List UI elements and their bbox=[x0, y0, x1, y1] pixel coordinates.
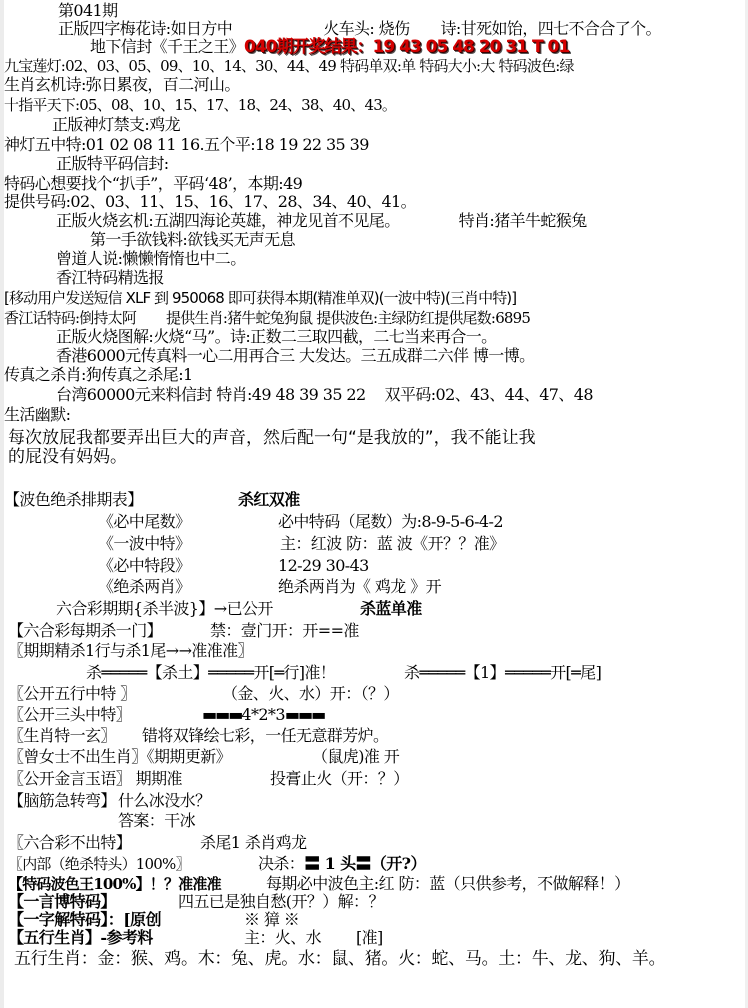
size-label: 特码大小: bbox=[419, 57, 481, 75]
not-special-value: 杀尾1 杀肖鸡龙 bbox=[200, 833, 307, 852]
poem-label: 诗: bbox=[440, 19, 461, 38]
odd-even-label: 特码单双: bbox=[340, 57, 402, 75]
humor-label: 生活幽默: bbox=[4, 405, 71, 424]
joke-line-2: 的屁没有妈妈。 bbox=[8, 447, 127, 467]
five-zodiac-value: 主：火、水 bbox=[244, 928, 322, 947]
kill-door-label: 【六合彩每期杀一门】 bbox=[8, 621, 163, 640]
provide-color-label: 提供波色: bbox=[316, 309, 378, 327]
fax-kill-zodiac-value: 狗 bbox=[85, 365, 102, 384]
row-value-2: 主：红波 防：蓝 波《开？？准》 bbox=[280, 534, 505, 553]
riddle-answer-line bbox=[118, 812, 195, 830]
five-element-label: 〖公开五行中特 〗 bbox=[8, 684, 136, 703]
shendeng-forbid-line bbox=[52, 116, 180, 134]
kill-door-value: 禁：壹门开：开==准 bbox=[210, 621, 359, 640]
internal-value: 〓 1 头〓（开?） bbox=[304, 854, 426, 873]
sms-promo-line: [移动用户发送短信 XLF 到 950068 即可获得本期(精准单双)(一波中特)(三肖中特)] bbox=[4, 289, 517, 307]
wave-kill-verdict: 杀红双准 bbox=[238, 490, 300, 509]
half-wave-label: 六合彩期期{杀半波}】→已公开 bbox=[56, 599, 273, 618]
fire-diagram-poem: 正数二三取四截，二七当来再合一。 bbox=[250, 327, 497, 346]
fire-mystery-value: 五湖四海论英雄，神龙见首不见尾。 bbox=[153, 211, 400, 230]
fire-mystery-label: 正版火烧玄机: bbox=[56, 211, 154, 230]
xiangjiang-talk-value: 倒持太阿 bbox=[79, 309, 137, 327]
plum-poem-value: 如日方中 bbox=[170, 19, 233, 38]
plum-poem-label: 正版四字梅花诗: bbox=[58, 19, 171, 38]
zeng-daoren-line bbox=[56, 250, 246, 268]
xiangjiang-talk-label: 香江话特码: bbox=[4, 309, 80, 327]
fire-diagram-poem-label: 诗: bbox=[229, 327, 251, 346]
golden-words-value: 投膏止火（开：？） bbox=[270, 769, 409, 788]
fire-zodiac-value: 猪羊牛蛇猴兔 bbox=[494, 211, 587, 230]
row-label-4: 《绝杀两肖》 bbox=[98, 577, 191, 596]
provide-numbers-line bbox=[4, 193, 416, 211]
xiangjiang-talk-line bbox=[4, 309, 530, 327]
train-head-label: 火车头: bbox=[323, 19, 375, 38]
provide-tail-value: 6895 bbox=[495, 309, 531, 327]
poem-value: 甘死如饴，四七不合合了个。 bbox=[460, 19, 661, 38]
one-char-label: 【一字解特码】：[原创 bbox=[8, 910, 161, 929]
riddle-answer: 干冰 bbox=[164, 811, 196, 830]
color-value: 绿 bbox=[559, 57, 574, 75]
zodiac-poem-value: 弥日累夜，百二河山。 bbox=[85, 75, 240, 94]
ms-zeng-value: （鼠虎)准 开 bbox=[312, 747, 400, 766]
fax-kill-tail-value: 1 bbox=[183, 365, 193, 384]
provide-numbers-value: 02、03、11、15、16、17、28、34、40、41。 bbox=[70, 192, 417, 211]
fire-zodiac-label: 特肖: bbox=[458, 211, 495, 230]
zeng-daoren-value: 懒懒惰惰也中二。 bbox=[122, 249, 246, 268]
wave-king-label: 【特码波色王100%】！？准准准 bbox=[8, 875, 221, 893]
row-label-2: 《一波中特》 bbox=[98, 534, 191, 553]
zodiac-mystery-label: 〖生肖特一玄〗 bbox=[8, 726, 116, 745]
jiubao-numbers: 02、03、05、09、10、14、30、44、49 bbox=[65, 57, 337, 75]
shendeng-forbid-value: 鸡龙 bbox=[149, 115, 181, 134]
fax-kill-tail-label: 传真之杀尾: bbox=[101, 365, 183, 384]
taiwan-envelope-label: 台湾60000元来料信封 bbox=[56, 385, 212, 404]
row-label-3: 《必中特段》 bbox=[98, 556, 191, 575]
internal-line bbox=[258, 855, 426, 873]
provide-zodiac-value: 猪牛蛇兔狗鼠 bbox=[227, 309, 313, 327]
five-element-value: （金、火、水）开：（？） bbox=[222, 684, 399, 703]
double-ping-label: 双平码: bbox=[384, 385, 436, 404]
provide-tail-label: 提供尾数: bbox=[434, 309, 496, 327]
internal-kill-label: 决杀： bbox=[258, 854, 305, 873]
first-hand-line bbox=[90, 231, 295, 249]
not-special-label: 〖六合彩不出特】 bbox=[8, 833, 132, 852]
row-value-1: 必中特码（尾数）为:8-9-5-6-4-2 bbox=[278, 512, 503, 531]
fax-kill-zodiac-label: 传真之杀肖: bbox=[4, 365, 86, 384]
five-ping-value: 18 19 22 35 39 bbox=[255, 135, 369, 154]
five-zodiac-status: [准] bbox=[356, 928, 383, 947]
three-head-label: 〖公开三头中特〗 bbox=[8, 705, 132, 724]
taiwan-zodiac-label: 特肖: bbox=[216, 385, 252, 404]
five-ping-label: 五个平: bbox=[204, 135, 256, 154]
result-banner: 040期开奖结果：19 43 05 48 20 31 T 01 bbox=[244, 37, 570, 57]
wave-kill-label: 【波色绝杀排期表】 bbox=[4, 490, 143, 509]
odd-even-value: 单 bbox=[401, 57, 416, 75]
hk-fax-line: 香港6000元传真料一心二用再合三 大发达。三五成群二六伴 博一博。 bbox=[56, 346, 535, 365]
fire-diagram-label: 正版火烧图解: bbox=[56, 327, 154, 346]
joke-line-1: 每次放屁我都要弄出巨大的声音，然后配一句“是我放的”，我不能让我 bbox=[8, 428, 536, 448]
bars-left: ▬▬▬ bbox=[202, 705, 242, 724]
five-zodiac-full: 五行生肖：金：猴、鸡。木：兔、虎。水：鼠、猪。火：蛇、马。土：牛、龙、狗、羊。 bbox=[14, 949, 666, 969]
provide-color-value: 主绿防红 bbox=[377, 309, 435, 327]
shizhi-line bbox=[4, 96, 396, 114]
ms-zeng-label: 〖曾女士不出生肖〗《期期更新》 bbox=[8, 747, 232, 766]
zodiac-poem-label: 生肖玄机诗: bbox=[4, 75, 86, 94]
first-hand-label: 第一手欲钱料: bbox=[90, 230, 188, 249]
fire-mystery-line bbox=[56, 212, 587, 230]
half-wave-verdict: 杀蓝单准 bbox=[360, 599, 422, 618]
golden-words-label: 〖公开金言玉语〗 期期准 bbox=[8, 769, 182, 788]
provide-zodiac-label: 提供生肖: bbox=[166, 309, 228, 327]
zodiac-mystery-value: 错将双锋绘七彩，一任无意群芳炉。 bbox=[142, 726, 389, 745]
shizhi-value: 05、08、10、15、17、18、24、38、40、43。 bbox=[79, 96, 397, 114]
one-word-bet-value: 四五已是独自愁(开？）解：？ bbox=[178, 892, 384, 911]
tema-heart-line: 特码心想要找个“扒手”，平码‘48’，本期:49 bbox=[4, 174, 303, 193]
jiubao-label: 九宝莲灯: bbox=[4, 57, 66, 75]
tepingma-envelope-label: 正版特平码信封: bbox=[56, 154, 169, 173]
color-label: 特码波色: bbox=[498, 57, 560, 75]
kill-line-1: 杀═════【杀土】═════开[═行]准！ bbox=[86, 663, 336, 682]
fax-kill-line bbox=[4, 366, 193, 384]
row-label-1: 《必中尾数》 bbox=[98, 512, 191, 531]
issue-number: 第041期 bbox=[58, 1, 118, 20]
xiangjiang-report-label: 香江特码精选报 bbox=[56, 268, 164, 287]
shendeng-five-line bbox=[4, 136, 369, 154]
fire-diagram-line bbox=[56, 328, 497, 346]
kill-line-2: 杀═════【1】═════开[═尾] bbox=[404, 663, 602, 682]
shizhi-label: 十指平天下: bbox=[4, 96, 80, 114]
first-hand-value: 欲钱买无声无息 bbox=[187, 230, 296, 249]
train-head-value: 烧伤 bbox=[378, 19, 410, 38]
taiwan-zodiac-value: 49 48 39 35 22 bbox=[251, 385, 366, 404]
shendeng-five-label: 神灯五中特: bbox=[4, 135, 86, 154]
envelope-label: 地下信封《千王之王》 bbox=[90, 37, 245, 56]
wave-king-value: 每期必中波色主:红 防：蓝（只供参考，不做解释！） bbox=[266, 874, 630, 893]
size-value: 大 bbox=[480, 57, 495, 75]
shendeng-five-value: 01 02 08 11 16. bbox=[85, 135, 205, 154]
five-zodiac-label: 【五行生肖】-参考料 bbox=[8, 928, 153, 947]
zeng-daoren-label: 曾道人说: bbox=[56, 249, 123, 268]
taiwan-envelope-line bbox=[56, 386, 593, 404]
riddle-question: 什么冰没水？ bbox=[118, 791, 211, 810]
zodiac-poem-line bbox=[4, 76, 240, 94]
kill-element-tail-label: 〖期期精杀1行与杀1尾→→准准准〗 bbox=[8, 641, 253, 660]
double-ping-value: 02、43、44、47、48 bbox=[435, 385, 593, 404]
plum-poem-line bbox=[58, 20, 661, 38]
row-value-3: 12-29 30-43 bbox=[278, 556, 369, 575]
riddle-label: 【脑筋急转弯】 bbox=[8, 791, 116, 810]
row-value-4: 绝杀两肖为《 鸡龙 》开 bbox=[278, 577, 441, 596]
three-head-value: 4*2*3 bbox=[241, 705, 285, 724]
fire-diagram-value: 火烧“马”。 bbox=[153, 327, 230, 346]
one-char-value: ※ 獐 ※ bbox=[244, 910, 300, 929]
one-word-bet-label: 【一言博特码】 bbox=[8, 892, 116, 911]
riddle-answer-label: 答案： bbox=[118, 811, 165, 830]
provide-numbers-label: 提供号码: bbox=[4, 192, 71, 211]
internal-label: 〖内部（绝杀特头）100%〗 bbox=[8, 855, 190, 873]
jiubao-line bbox=[4, 57, 574, 75]
envelope-line bbox=[90, 38, 569, 56]
shendeng-forbid-label: 正版神灯禁支: bbox=[52, 115, 150, 134]
bars-right: ▬▬▬ bbox=[284, 705, 325, 724]
three-head-line bbox=[202, 706, 324, 724]
